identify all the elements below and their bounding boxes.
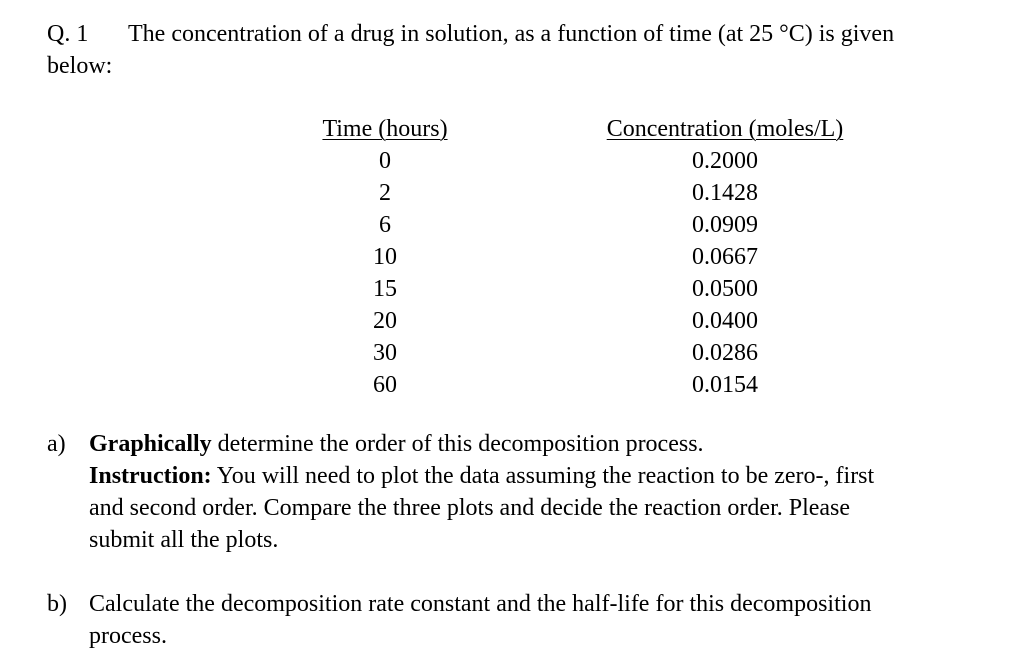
question-number: Q. 1 xyxy=(47,21,89,47)
question-intro-line2: below: xyxy=(47,53,113,79)
part-b-label: b) xyxy=(47,591,67,617)
concentration-cell: 0.0286 xyxy=(692,340,758,366)
part-a-bold-lead: Graphically xyxy=(89,431,212,457)
concentration-cell: 0.0909 xyxy=(692,212,758,238)
part-a-label: a) xyxy=(47,431,66,457)
time-cell: 6 xyxy=(379,212,391,238)
question-intro-line1: The concentration of a drug in solution, as a function of time (at 25 °C) is given xyxy=(128,21,895,47)
time-cell: 0 xyxy=(379,148,391,174)
time-cell: 30 xyxy=(373,340,397,366)
concentration-column xyxy=(585,113,865,401)
part-a-instruction-line3: submit all the plots. xyxy=(89,527,279,553)
concentration-cell: 0.1428 xyxy=(692,180,758,206)
part-a-instruction-line2: and second order. Compare the three plots and decide the reaction order. Please xyxy=(89,495,851,521)
part-b-line1: Calculate the decomposition rate constant and the half-life for this decomposition xyxy=(89,591,872,617)
time-cell: 60 xyxy=(373,372,397,398)
concentration-cell: 0.0500 xyxy=(692,276,758,302)
concentration-cell: 0.0400 xyxy=(692,308,758,334)
time-cell: 15 xyxy=(373,276,397,302)
part-b-line2: process. xyxy=(89,623,167,649)
time-column xyxy=(305,113,465,401)
part-a-instruction-line1 xyxy=(89,460,874,492)
time-cell: 2 xyxy=(379,180,391,206)
concentration-cell: 0.0667 xyxy=(692,244,758,270)
part-a-line1-text: determine the order of this decomposition process. xyxy=(211,431,704,457)
time-cell: 20 xyxy=(373,308,397,334)
time-header: Time (hours) xyxy=(322,116,448,142)
instruction-label: Instruction: xyxy=(89,463,212,489)
time-cell: 10 xyxy=(373,244,397,270)
instruction-line1-text: You will need to plot the data assuming the reaction to be zero-, first xyxy=(211,463,875,489)
concentration-cell: 0.0154 xyxy=(692,372,758,398)
part-a-line1 xyxy=(89,428,704,460)
concentration-header: Concentration (moles/L) xyxy=(606,116,844,142)
concentration-cell: 0.2000 xyxy=(692,148,758,174)
